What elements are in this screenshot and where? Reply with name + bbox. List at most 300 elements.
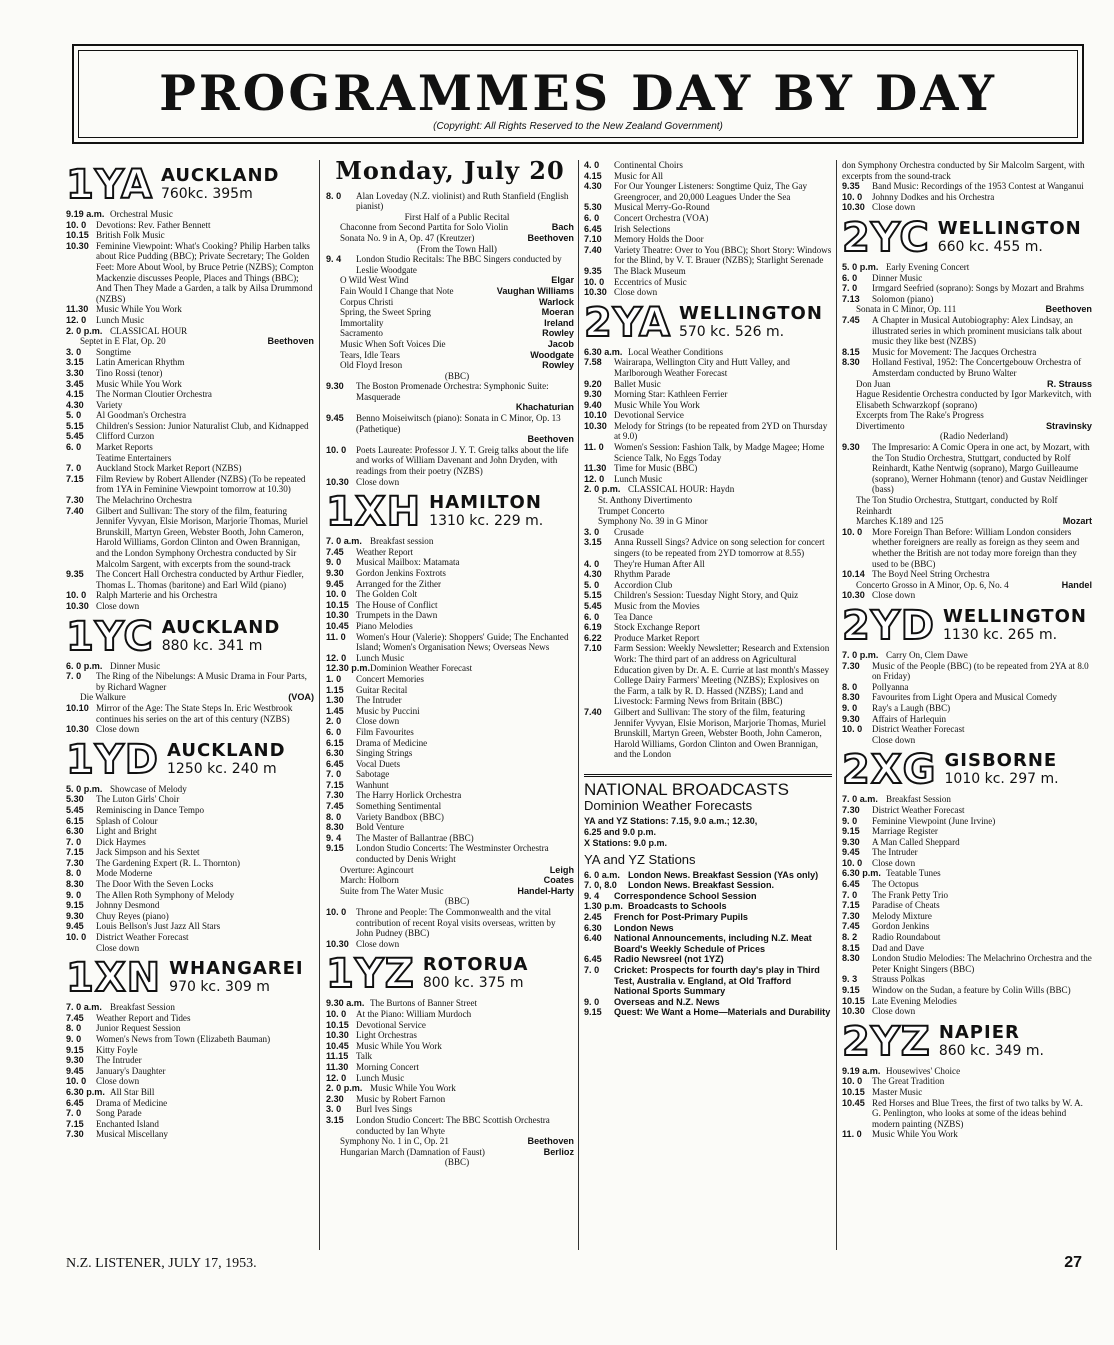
programme-row [326,748,574,759]
programme-time: 6. 0 p.m. [66,660,103,671]
programme-time: 4.15 [584,170,602,181]
programme-title: Music While You Work [614,399,700,410]
ya-yz-title: YA and YZ Stations [584,852,696,868]
national-broadcasts-title: NATIONAL BROADCASTS [584,774,832,796]
programme-row [584,484,832,495]
programme-row [326,1104,574,1115]
callsign-1xn: 1XN [66,955,162,1002]
programme-title: Marriage Register [872,826,938,837]
column-rule [578,160,579,1250]
station-header-2yd [842,602,1092,649]
programme-title: Johnny Dodkes and his Orchestra [872,191,995,202]
programme-title: Gilbert and Sullivan: The story of the film, featuring Jennifer Vyvyan, Elsie Morison, Marjorie Thomas, Muriel Brunskill, Martyn Green, Webster Booth, John Cameron, Harold Williams, Gordon Clinton and Owen Brannigan, and the London Symphony Orchestra conducted by Sir Malcolm Sargent, with excerpts from the sound-track [96,505,309,569]
programme-time: 9.30 [326,568,344,578]
programme-row [66,1002,314,1013]
work-title: Immortality [340,317,384,328]
programme-time: 9. 4 [326,832,342,843]
programme-time: 9.19 a.m. [842,1065,881,1076]
station-frequency: 800 kc. 375 m [422,975,524,992]
programme-title: The Gardening Expert (R. L. Thornton) [96,857,241,868]
programme-row [66,326,314,337]
composer: Ireland [544,317,574,328]
programme-title: The Frank Petty Trio [872,889,949,900]
work-line [66,336,314,347]
programme-title: Louis Bellson's Just Jazz All Stars [96,921,221,932]
programme-time: 7.30 [842,910,860,921]
programme-row [842,996,1092,1007]
programme-title: Stock Exchange Report [614,622,700,633]
programme-row [842,294,1092,305]
programme-row [842,682,1092,693]
programme-time: 9.15 [584,1007,602,1018]
programme-time: 9.35 [842,181,860,192]
programme-title: Cricket: Prospects for fourth day's play in Third Test, Australia v. England, at Old Trafford [614,965,820,986]
station-header-1yd [66,736,314,783]
programme-row [66,1055,314,1066]
programme-title: Chuy Reyes (piano) [96,910,169,921]
work-title: Marches K.189 and 125 [856,516,944,527]
programme-title: Music by Puccini [356,705,420,716]
page-number: 27 [1064,1254,1082,1271]
programme-row [326,1009,574,1020]
composer: Rowley [542,360,574,371]
programme-row [66,410,314,421]
programme-row [326,1051,574,1062]
programme-row [66,347,314,358]
programme-time: 6.30 a.m. [584,346,623,357]
programme-title: Breakfast session [370,536,434,547]
station-name: WELLINGTON [943,605,1087,627]
programme-row [66,209,314,220]
programme-time: 7.10 [584,643,602,654]
composer: Beethoven [527,434,574,445]
programme-time: 10.30 [842,202,865,213]
programme-time: 10. 0 [66,219,87,230]
programme-time: 7. 0 [842,283,858,294]
station-header-2yz [842,1018,1092,1065]
programme-row [66,784,314,795]
programme-title: Talk [356,1051,373,1062]
programme-time: 9.30 [842,442,860,453]
callsign-1yz: 1YZ [326,951,415,998]
programme-row [66,453,314,464]
programme-time: 10. 0 [66,590,87,601]
programme-time: 6.15 [66,815,84,826]
programme-title: Close down [96,1076,140,1087]
work-title: Chaconne from Second Partita for Solo Violin [340,222,508,233]
callsign-1ya: 1YA [66,162,153,208]
work-line [66,692,314,703]
programme-row [326,716,574,727]
programme-time: 7.30 [66,857,84,868]
weather-line: 6.25 and 9.0 p.m. [584,827,657,838]
programme-time: 7. 0 [66,836,82,847]
programme-title: Poets Laureate: Professor J. Y. T. Greig talks about the life and works of William Davenant and John Dryden, with readings from their poetry (NZBS) [356,444,569,477]
programme-row [584,707,832,760]
programme-title: French for Post-Primary Pupils [614,912,748,923]
programme-time: 9.45 [326,578,344,589]
programme-title: Carry On, Clem Dawe [886,649,968,660]
weather-line: YA and YZ Stations: 7.15, 9.0 a.m.; 12.30, [584,816,758,827]
programme-row [584,181,832,202]
station-name: WELLINGTON [937,217,1082,239]
programme-time: 12. 0 [584,473,605,484]
work-title: Sacramento [340,328,383,339]
work-title: Old Floyd Ireson [340,360,403,371]
programme-time: 4. 0 [584,160,600,170]
programme-row [584,245,832,266]
work-title: Excerpts from The Rake's Progress [856,410,984,421]
programme-title: Johnny Desmond [96,900,160,911]
programme-time: 6. 0 [584,611,600,622]
programme-title: Correspondence School Session [614,890,757,901]
composer: Beethoven [527,1136,574,1147]
work-line [326,307,574,318]
programme-row [66,368,314,379]
programme-title: Devotional Service [614,410,684,421]
programme-time: 6.30 [66,826,84,837]
programme-time: 7.40 [584,706,602,717]
programme-time: 6.45 [584,223,602,234]
programme-row [326,907,574,939]
programme-row [66,868,314,879]
station-header-2xg [842,747,1092,794]
copyright-note: (Copyright: All Rights Reserved to the New Zealand Government) [433,121,723,132]
programme-row [584,213,832,224]
programme-row [842,1076,1092,1087]
station-name: ROTORUA [422,954,529,976]
programme-row [842,879,1092,890]
programme-row [66,569,314,590]
programme-row [842,661,1092,682]
programme-time: 9.30 [842,713,860,724]
station-name: NAPIER [938,1021,1020,1043]
programme-time: 10.45 [842,1097,865,1108]
programme-title: Window on the Sudan, a feature by Colin Wills (BBC) [872,985,1071,995]
work-line [326,328,574,339]
programme-title: Music While You Work [356,1040,442,1051]
programme-list-1xn [66,1002,314,1140]
date-heading: Monday, July 20 [335,156,565,185]
programme-title: Favourites from Light Opera and Musical Comedy [872,692,1057,703]
programme-title: Close down [356,716,400,727]
programme-row [842,724,1092,735]
programme-title: Bold Venture [356,822,405,833]
programme-title: Feminine Viewpoint (June Irvine) [872,815,996,826]
composer: Handel-Harty [517,885,574,896]
programme-row [326,1062,574,1073]
work-title: Divertimento [856,420,905,431]
programme-title: Melody Mixture [872,910,932,921]
programme-title: Music from the Movies [614,600,700,611]
programme-title: Trumpets in the Dawn [356,610,438,621]
programme-time: 10. 0 [842,191,863,202]
programme-row [66,671,314,692]
programme-title: Red Horses and Blue Trees, the first of two talks by W. A. G. Penlington, who looks at some of the ideas behind modern painting (NZBS) [872,1097,1083,1129]
programme-time: 4. 0 [584,558,600,569]
programme-row [842,273,1092,284]
programme-title: The Black Museum [614,265,686,276]
programme-row [584,891,832,902]
programme-title: Close down [872,202,916,213]
programme-row [584,901,832,912]
programme-title: Drama of Medicine [356,737,428,748]
programme-row [584,612,832,623]
programme-title: District Weather Forecast [872,724,965,735]
programme-time: 10.15 [842,1086,865,1097]
programme-row [66,816,314,827]
programme-title: Variety [96,399,123,410]
work-line [842,421,1092,432]
composer: Beethoven [267,336,314,347]
programme-title: London News [614,922,674,933]
station-header-1yc [66,613,314,660]
work-line [842,516,1092,527]
programme-time: 10.30 [326,938,349,949]
programme-title: The Concert Hall Orchestra conducted by Arthur Fiedler, Thomas L. Thomas (baritone) and Earl Wild (piano) [96,569,304,590]
programme-row [842,1129,1092,1140]
programme-time: 9.30 a.m. [326,998,365,1009]
composer: Elgar [551,275,574,286]
work-title: Don Juan [856,378,891,389]
programme-time: 10.45 [326,1040,349,1051]
programme-title: They're Human After All [614,558,705,569]
programme-title: London Studio Recitals: The BBC Singers conducted by Leslie Woodgate [356,254,562,275]
programme-title: Close down [872,590,916,601]
programme-title: Splash of Colour [96,815,158,826]
composer: Berlioz [543,1146,574,1157]
composer: (VOA) [288,692,314,703]
programme-title: Mirror of the Age: The State Steps In. Eric Westbrook continues his series on the art of this century (NZBS) [96,702,293,724]
programme-time: 8.30 [842,953,860,964]
programme-title: Musical Merry-Go-Round [614,202,710,213]
programme-row [66,315,314,326]
programme-title: Music of the People (BBC) (to be repeated from 2YA at 8.0 on Friday) [872,660,1089,682]
programme-time: 9.45 [66,1065,84,1076]
programme-time: 2. 0 [326,716,342,727]
programme-title: Singing Strings [356,748,413,759]
programme-title: Market Reports [96,442,153,453]
programme-title: National Sports Summary [614,986,726,997]
programme-time: 7.40 [66,505,84,516]
programme-row [326,621,574,632]
programme-time [584,986,614,997]
programme-time: 6. 0 a.m. [584,869,620,880]
programme-row [584,379,832,390]
programme-time: 11. 0 [842,1129,862,1140]
programme-time: 7.30 [66,495,84,506]
programme-row [842,911,1092,922]
programme-time: 6.45 [326,758,344,769]
programme-row [584,633,832,644]
programme-time: 9.45 [66,921,84,932]
programme-title: Devotional Service [356,1019,426,1030]
programme-time: 7.15 [66,1118,84,1129]
programme-title: Vocal Duets [356,758,401,769]
station-header-1ya [66,162,314,208]
programme-time: 10.14 [842,569,865,580]
programme-row [584,912,832,923]
work-title: St. Anthony Divertimento [598,495,693,506]
weather-forecasts-title: Dominion Weather Forecasts [584,798,753,814]
programme-title: Crusade [614,526,644,537]
programme-title: CLASSICAL HOUR [110,325,188,336]
programme-title: Music for Movement: The Jacques Orchestra [872,346,1037,357]
station-name: AUCKLAND [161,616,281,638]
work-line [842,379,1092,390]
programme-title: Lunch Music [356,1072,405,1083]
programme-time: 5.45 [584,600,602,611]
programme-title: Strauss Polkas [872,974,925,985]
programme-title: Late Evening Melodies [872,995,957,1006]
programme-title: The House of Conflict [356,599,438,610]
programme-row [584,410,832,421]
programme-row [66,241,314,305]
programme-time: 7.45 [66,1012,84,1023]
programme-title: For Our Younger Listeners: Songtime Quiz, The Gay Greengrocer, and 20,000 Leagues Under the Sea [614,181,808,202]
programme-row [66,431,314,442]
programme-title: The Boston Promenade Orchestra: Symphonic Suite: Masquerade [356,381,549,402]
programme-row [584,569,832,580]
programme-row [584,287,832,298]
footer-publication: N.Z. LISTENER, JULY 17, 1953. [66,1256,257,1271]
work-title: Hungarian March (Damnation of Faust) [340,1146,485,1157]
programme-title: Al Goodman's Orchestra [96,410,187,421]
programme-title: Ralph Marterie and his Orchestra [96,590,218,601]
programme-row [66,601,314,612]
programme-list-1yz [326,998,574,1136]
programme-time: 11.30 [66,304,89,315]
programme-title: Close down [872,1006,916,1017]
composer: Beethoven [1045,304,1092,315]
programme-row [66,1129,314,1140]
programme-row [584,527,832,538]
programme-time: 6.30 p.m. [66,1086,105,1097]
programme-title: The Norman Cloutier Orchestra [96,389,212,400]
programme-row [66,1098,314,1109]
programme-row [66,805,314,816]
programme-title: At the Piano: William Murdoch [356,1008,472,1019]
programme-time: 10. 0 [842,857,863,868]
programme-row [326,812,574,823]
work-line [842,580,1092,591]
work-title: Sonata in C Minor, Op. 111 [856,304,957,315]
programme-note: (BBC) [444,896,470,907]
programme-time: 7. 0 [66,671,82,682]
composer: Coates [543,875,574,886]
programme-row [66,357,314,368]
programme-title: Ray's a Laugh (BBC) [872,702,951,713]
programme-time: 4.30 [584,181,602,192]
programme-title: Concert Memories [356,673,424,684]
programme-title: Reminiscing in Dance Tempo [96,804,205,815]
programme-title: Early Evening Concert [886,261,970,272]
programme-row [326,663,574,674]
programme-row [66,879,314,890]
column-rule [836,160,837,1250]
programme-time: 9.30 [584,389,602,400]
programme-row [326,674,574,685]
programme-row [326,801,574,812]
programme-title: Teatime Entertainers [96,452,172,463]
programme-title: Breakfast Session [886,794,951,805]
programme-title: London News. Breakfast Session. [628,880,775,891]
programme-time: 10.15 [842,995,865,1006]
programme-row [842,974,1092,985]
composer: Stravinsky [1045,420,1092,431]
programme-time: 2. 0 p.m. [326,1083,363,1094]
programme-row [66,442,314,453]
programme-row [66,1087,314,1098]
programme-time: 7.15 [842,900,860,911]
programme-title: The Intruder [96,1055,142,1066]
programme-title: CLASSICAL HOUR: Haydn [628,484,735,495]
station-name: GISBORNE [944,750,1058,772]
programme-list-2yz [842,1066,1092,1140]
programme-title: Music While You Work [872,1129,958,1140]
programme-title: Affairs of Harlequin [872,713,947,724]
programme-row [326,254,574,275]
programme-time: 9.35 [66,569,84,580]
programme-note: First Half of a Public Recital [404,211,510,222]
programme-time: 8.15 [842,942,860,953]
programme-title: Piano Melodies [356,620,413,631]
programme-time: 11.30 [584,463,607,474]
programme-time: 5. 0 p.m. [66,783,103,794]
programme-title: The Harry Horlick Orchestra [356,790,462,801]
programme-row [842,890,1092,901]
programme-row [326,998,574,1009]
programme-row [842,650,1092,661]
programme-title: Women's Hour (Valerie): Shoppers' Guide; The Enchanted Island; Women's Organisation News; Overseas News [356,631,569,653]
programme-title: Children's Session: Tuesday Night Story, and Quiz [614,590,799,601]
programme-row [326,536,574,547]
programme-row [584,643,832,707]
column-1 [66,160,314,1140]
programme-title: The Ring of the Nibelungs: A Music Drama in Four Parts, by Richard Wagner [96,671,307,692]
programme-title: Accordion Club [614,579,673,590]
programme-time: 9. 0 [326,557,342,568]
programme-time: 6.19 [584,622,602,633]
programme-time: 10. 0 [66,1076,87,1087]
column-3 [584,160,832,1018]
programme-row [326,833,574,844]
programme-row [66,379,314,390]
programme-row [326,653,574,664]
programme-row [326,568,574,579]
programme-row [66,304,314,315]
programme-time: 6. 0 [66,442,82,453]
callsign-2yd: 2YD [842,602,935,649]
programme-time: 3.45 [66,378,84,389]
programme-time: 1.45 [326,705,344,716]
programme-row [842,283,1092,294]
programme-row [842,921,1092,932]
work-line [326,233,574,244]
programme-title: The Golden Colt [356,589,418,600]
programme-title: Wairarapa, Wellington City and Hutt Valley, and Marlborough Weather Forecast [614,357,790,378]
programme-title: A Chapter in Musical Autobiography: Alex Lindsay, an illustrated series in which prominent musicians talk about music they like best (NZBS) [872,314,1082,347]
programme-title: Guitar Recital [356,684,408,695]
programme-title: The Burtons of Banner Street [370,998,478,1009]
programme-title: Concert Orchestra (VOA) [614,212,709,223]
programme-time: 4.15 [66,389,84,400]
programme-time: 7.15 [66,473,84,484]
programme-time: 7. 0 [326,769,342,780]
programme-title: Gordon Jenkins Foxtrots [356,568,446,578]
programme-row [842,527,1092,569]
programme-row [326,413,574,434]
